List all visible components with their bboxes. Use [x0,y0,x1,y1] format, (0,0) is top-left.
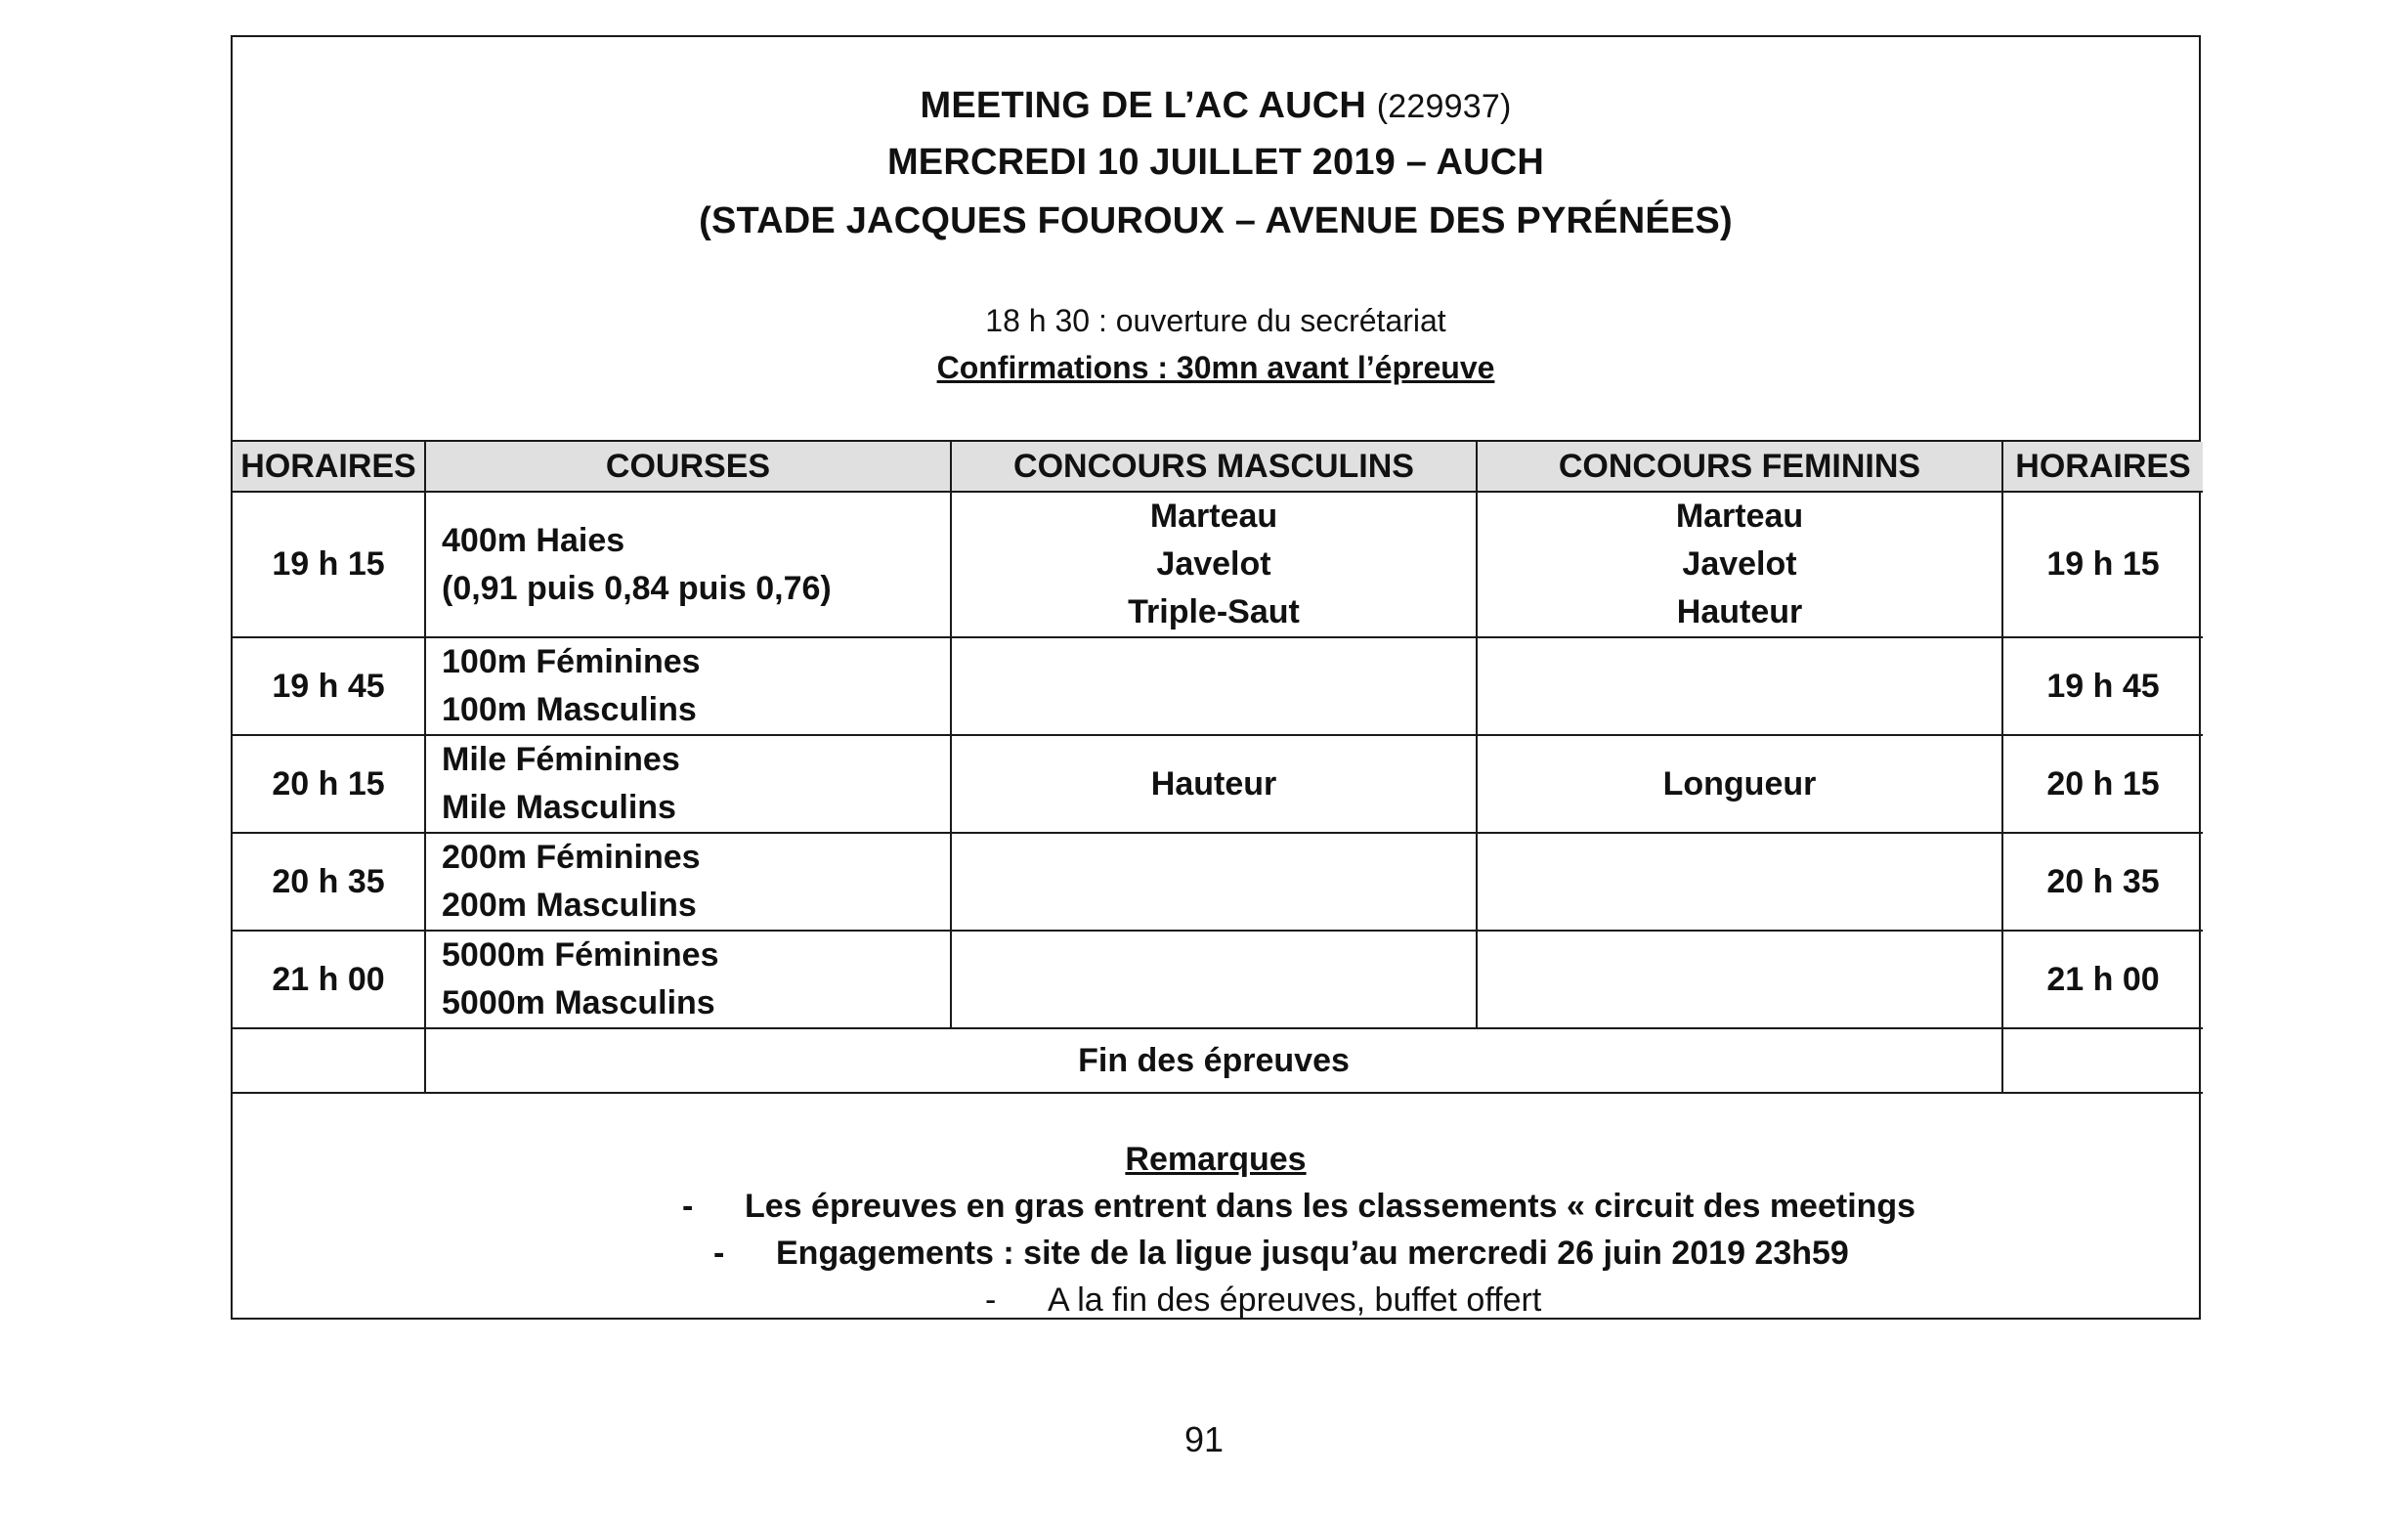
remark-text: Engagements : site de la ligue jusqu’au mercredi 26 juin 2019 23h59 [776,1235,1849,1272]
table-row [233,637,2203,735]
concours-feminins-cell [1477,931,2002,1028]
remark-text: A la fin des épreuves, buffet offert [1048,1281,1542,1319]
courses-cell [425,492,951,637]
course-item: Mile Féminines [442,741,680,778]
time-cell-right: 20 h 15 [2002,735,2203,833]
time-cell-right: 21 h 00 [2002,931,2203,1028]
end-row [233,1028,2203,1093]
course-item: 5000m Masculins [442,984,715,1021]
concours-feminins-cell [1477,735,2002,833]
col-header-horaires: HORAIRES [233,442,425,492]
courses-cell [425,833,951,931]
concours-masculins-cell [951,833,1477,931]
course-item: (0,91 puis 0,84 puis 0,76) [442,569,832,607]
end-empty-right [2002,1028,2203,1093]
col-header-courses: COURSES [425,442,951,492]
concours-feminins-cell [1477,833,2002,931]
remark-dash: - [682,1188,694,1225]
end-empty-left [233,1028,425,1093]
meeting-venue: (STADE JACQUES FOUROUX – AVENUE DES PYRÉNÉES) [699,200,1733,241]
course-item: 400m Haies [442,521,625,559]
remark-item [713,1230,1849,1277]
time-cell: 20 h 35 [233,833,425,931]
concours-masculins-cell [951,492,1477,637]
remark-text: Les épreuves en gras entrent dans les classements « circuit des meetings [745,1188,1916,1225]
event-item: Javelot [1156,545,1271,583]
remark-item [985,1277,1541,1324]
confirmations-note [233,344,2199,391]
remark-dash: - [713,1235,725,1272]
time-cell: 21 h 00 [233,931,425,1028]
time-cell: 20 h 15 [233,735,425,833]
courses-cell [425,931,951,1028]
course-item: 5000m Féminines [442,936,719,974]
remarks-title: Remarques [1125,1141,1307,1178]
concours-feminins-cell [1477,637,2002,735]
schedule-table [233,442,2203,1094]
time-cell-right: 19 h 45 [2002,637,2203,735]
course-item: 200m Masculins [442,887,697,924]
event-item: Hauteur [1150,764,1277,803]
table-row [233,492,2203,637]
secretariat-opening: 18 h 30 : ouverture du secrétariat [985,303,1446,338]
schedule-frame [231,35,2201,1320]
time-cell-right: 20 h 35 [2002,833,2203,931]
time-cell-right: 19 h 15 [2002,492,2203,637]
event-item: Marteau [1149,498,1278,535]
remark-dash: - [985,1281,997,1319]
event-item: Javelot [1682,545,1797,583]
time-cell: 19 h 45 [233,637,425,735]
courses-cell [425,735,951,833]
col-header-concours-feminins: CONCOURS FEMININS [1477,442,2002,492]
meeting-header [233,37,2199,442]
concours-feminins-cell [1477,492,2002,637]
meeting-title [233,76,2199,136]
remark-item [682,1183,1915,1230]
confirmations-text: Confirmations : 30mn avant l’épreuve [936,350,1495,385]
concours-masculins-cell [951,735,1477,833]
table-row [233,833,2203,931]
col-header-concours-masculins: CONCOURS MASCULINS [951,442,1477,492]
meeting-date: MERCREDI 10 JUILLET 2019 – AUCH [886,142,1545,183]
event-item: Marteau [1675,498,1804,535]
event-item: Triple-Saut [1128,593,1300,630]
course-item: 200m Féminines [442,839,701,876]
course-item: 100m Masculins [442,691,697,728]
table-row [233,931,2203,1028]
table-row [233,735,2203,833]
event-item: Longueur [1662,764,1817,803]
courses-cell [425,637,951,735]
meeting-name: MEETING DE L’AC AUCH [920,85,1367,126]
table-header-row [233,442,2203,492]
col-header-horaires-right: HORAIRES [2002,442,2203,492]
event-item: Hauteur [1676,593,1803,630]
course-item: 100m Féminines [442,643,701,680]
meeting-code: (229937) [1376,88,1512,125]
end-of-events: Fin des épreuves [425,1028,2002,1093]
time-cell: 19 h 15 [233,492,425,637]
concours-masculins-cell [951,637,1477,735]
page-number: 91 [1183,1419,1225,1459]
concours-masculins-cell [951,931,1477,1028]
course-item: Mile Masculins [442,789,676,826]
